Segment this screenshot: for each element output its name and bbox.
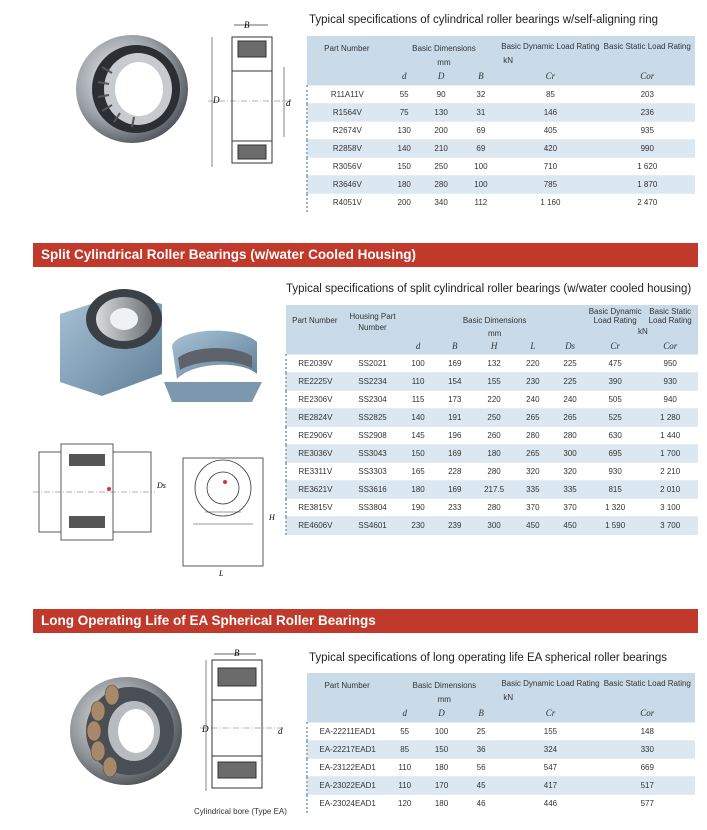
table-row — [286, 355, 698, 373]
part-number-cell: R1564V — [307, 104, 387, 122]
section2-caption: Typical specifications of split cylindrical roller bearings (w/water cooled housing) — [286, 283, 692, 295]
header-unit-mm: mm — [401, 325, 588, 338]
header-cr: Cr — [501, 67, 599, 86]
table-cell: 265 — [513, 445, 552, 463]
table-cell: 710 — [501, 158, 599, 176]
part-number-cell: RE3621V — [286, 481, 344, 499]
table-cell: 31 — [461, 104, 502, 122]
header-part-number: Part Number — [307, 36, 387, 67]
table-cell: 148 — [600, 723, 695, 741]
section3-caption: Typical specifications of long operating life EA spherical roller bearings — [309, 652, 667, 664]
table-cell: 390 — [588, 373, 643, 391]
table-cell: 815 — [588, 481, 643, 499]
table-row — [307, 723, 695, 741]
table-cell: 450 — [552, 517, 588, 535]
table-cell: 69 — [461, 122, 502, 140]
split-bearing-housing-photo — [52, 274, 267, 409]
table-cell: 55 — [387, 86, 422, 104]
dim-label-d: d — [286, 98, 291, 108]
table-cell: 230 — [401, 517, 435, 535]
section1-spec-table — [306, 36, 695, 212]
table-cell: 1 160 — [501, 194, 599, 212]
table-cell: 280 — [475, 463, 514, 481]
header-static-load: Basic Static Load Rating — [600, 673, 695, 690]
table-cell: 1 590 — [588, 517, 643, 535]
table-cell: 280 — [422, 176, 461, 194]
part-number-cell: RE3311V — [286, 463, 344, 481]
table-cell: 191 — [435, 409, 475, 427]
header-B: B — [435, 338, 475, 355]
table-cell: 370 — [513, 499, 552, 517]
part-number-cell: R2674V — [307, 122, 387, 140]
dim-label-D: D — [202, 724, 209, 734]
part-number-cell: R3646V — [307, 176, 387, 194]
table-cell: 446 — [501, 795, 599, 813]
cylindrical-bearing-drawing — [198, 17, 298, 172]
table-cell: SS2825 — [344, 409, 402, 427]
table-cell: 577 — [600, 795, 695, 813]
header-cor: Cor — [600, 67, 695, 86]
table-cell: 85 — [501, 86, 599, 104]
table-cell: 110 — [387, 777, 422, 795]
table-cell: 335 — [552, 481, 588, 499]
split-bearing-section-drawing — [33, 430, 278, 578]
dim-label-H: H — [269, 513, 275, 522]
spherical-roller-bearing-photo — [64, 673, 186, 789]
table-cell: 150 — [387, 158, 422, 176]
table-cell: SS2908 — [344, 427, 402, 445]
header-dynamic-load: Basic Dynamic Load Rating — [501, 36, 599, 53]
table-cell: 112 — [461, 194, 502, 212]
table-cell: 120 — [387, 795, 422, 813]
table-cell: 140 — [401, 409, 435, 427]
table-cell: 250 — [475, 409, 514, 427]
header-d: d — [387, 704, 422, 723]
table-row — [286, 499, 698, 517]
table-cell: SS2021 — [344, 355, 402, 373]
part-number-cell: RE2906V — [286, 427, 344, 445]
table-row — [307, 176, 695, 194]
table-cell: 173 — [435, 391, 475, 409]
table-cell: 169 — [435, 481, 475, 499]
table-row — [307, 194, 695, 212]
table-cell: 146 — [501, 104, 599, 122]
table-cell: 110 — [401, 373, 435, 391]
table-cell: 240 — [552, 391, 588, 409]
header-d: d — [387, 67, 422, 86]
table-cell: 324 — [501, 741, 599, 759]
table-cell: 280 — [475, 499, 514, 517]
table-cell: 547 — [501, 759, 599, 777]
table-cell: 420 — [501, 140, 599, 158]
table-cell: 85 — [387, 741, 422, 759]
section1-caption: Typical specifications of cylindrical roller bearings w/self-aligning ring — [309, 14, 658, 26]
table-cell: 300 — [475, 517, 514, 535]
table-cell: 46 — [461, 795, 501, 813]
table-cell: 280 — [513, 427, 552, 445]
part-number-cell: R2858V — [307, 140, 387, 158]
header-static-load: Basic Static Load Rating — [642, 305, 698, 325]
table-cell: SS3043 — [344, 445, 402, 463]
table-cell: 140 — [387, 140, 422, 158]
header-unit-kn: kN — [501, 690, 695, 704]
table-cell: 154 — [435, 373, 475, 391]
table-cell: 330 — [600, 741, 695, 759]
dim-label-Ds: Ds — [157, 481, 166, 490]
table-cell: 517 — [600, 777, 695, 795]
header-B: B — [461, 67, 502, 86]
table-cell: 100 — [401, 355, 435, 373]
table-cell: 145 — [401, 427, 435, 445]
part-number-cell: RE2039V — [286, 355, 344, 373]
section2-spec-table — [285, 305, 698, 535]
table-cell: 169 — [435, 445, 475, 463]
table-row — [307, 104, 695, 122]
table-cell: 225 — [552, 355, 588, 373]
header-part-number: Part Number — [307, 673, 387, 704]
part-number-cell: EA-23122EAD1 — [307, 759, 387, 777]
table-cell: 180 — [422, 759, 461, 777]
table-cell: 220 — [513, 355, 552, 373]
table-cell: 75 — [387, 104, 422, 122]
table-cell: 220 — [475, 391, 514, 409]
header-unit-kn: kN — [501, 53, 695, 67]
table-cell: 196 — [435, 427, 475, 445]
part-number-cell: RE3815V — [286, 499, 344, 517]
table-cell: 180 — [475, 445, 514, 463]
table-cell: 45 — [461, 777, 501, 795]
table-cell: 190 — [401, 499, 435, 517]
table-cell: 90 — [422, 86, 461, 104]
table-cell: 169 — [435, 355, 475, 373]
part-number-cell: RE3036V — [286, 445, 344, 463]
table-row — [286, 463, 698, 481]
table-cell: 940 — [642, 391, 698, 409]
dim-label-B: B — [244, 20, 250, 30]
table-cell: 150 — [422, 741, 461, 759]
table-row — [307, 777, 695, 795]
part-number-cell: EA-22211EAD1 — [307, 723, 387, 741]
table-cell: 36 — [461, 741, 501, 759]
table-cell: 320 — [513, 463, 552, 481]
section2-banner: Split Cylindrical Roller Bearings (w/water Cooled Housing) — [33, 243, 698, 267]
table-cell: 1 870 — [600, 176, 695, 194]
header-housing-part-number: Housing Part Number — [344, 305, 402, 338]
table-cell: 180 — [387, 176, 422, 194]
table-row — [286, 427, 698, 445]
section3-banner: Long Operating Life of EA Spherical Roller Bearings — [33, 609, 698, 633]
dim-label-B: B — [234, 648, 240, 658]
part-number-cell: R3056V — [307, 158, 387, 176]
table-cell: 203 — [600, 86, 695, 104]
dim-label-L: L — [219, 569, 224, 578]
table-cell: 132 — [475, 355, 514, 373]
table-row — [307, 122, 695, 140]
header-basic-dimensions: Basic Dimensions — [387, 673, 501, 690]
table-row — [307, 741, 695, 759]
table-cell: 217.5 — [475, 481, 514, 499]
part-number-cell: R4051V — [307, 194, 387, 212]
table-cell: SS4601 — [344, 517, 402, 535]
header-d: d — [401, 338, 435, 355]
table-cell: 180 — [422, 795, 461, 813]
table-cell: 1 280 — [642, 409, 698, 427]
table-cell: 130 — [422, 104, 461, 122]
header-B: B — [461, 704, 501, 723]
table-cell: 56 — [461, 759, 501, 777]
table-cell: 239 — [435, 517, 475, 535]
header-unit-mm: mm — [387, 53, 502, 67]
table-cell: 695 — [588, 445, 643, 463]
table-cell: 225 — [552, 373, 588, 391]
table-cell: 300 — [552, 445, 588, 463]
table-cell: 930 — [642, 373, 698, 391]
table-cell: 475 — [588, 355, 643, 373]
table-cell: 100 — [461, 158, 502, 176]
part-number-cell: RE2306V — [286, 391, 344, 409]
table-cell: 785 — [501, 176, 599, 194]
part-number-cell: EA-23022EAD1 — [307, 777, 387, 795]
table-cell: 69 — [461, 140, 502, 158]
header-dynamic-load: Basic Dynamic Load Rating — [501, 673, 599, 690]
header-part-number: Part Number — [286, 305, 344, 338]
table-row — [286, 445, 698, 463]
table-row — [307, 86, 695, 104]
part-number-cell: RE2824V — [286, 409, 344, 427]
header-unit-mm: mm — [387, 690, 501, 704]
header-cr: Cr — [588, 338, 643, 355]
table-cell: 155 — [475, 373, 514, 391]
table-cell: 930 — [588, 463, 643, 481]
table-cell: 130 — [387, 122, 422, 140]
table-cell: 280 — [552, 427, 588, 445]
table-cell: 265 — [513, 409, 552, 427]
part-number-cell: RE4606V — [286, 517, 344, 535]
table-row — [286, 517, 698, 535]
table-cell: 165 — [401, 463, 435, 481]
header-basic-dimensions: Basic Dimensions — [401, 305, 588, 325]
table-cell: 32 — [461, 86, 502, 104]
table-cell: 210 — [422, 140, 461, 158]
table-cell: 1 440 — [642, 427, 698, 445]
table-cell: 340 — [422, 194, 461, 212]
table-cell: SS3303 — [344, 463, 402, 481]
header-basic-dimensions: Basic Dimensions — [387, 36, 502, 53]
table-cell: 505 — [588, 391, 643, 409]
table-cell: 2 010 — [642, 481, 698, 499]
header-D: D — [422, 67, 461, 86]
table-cell: SS3616 — [344, 481, 402, 499]
dim-label-D: D — [213, 95, 220, 105]
table-cell: 236 — [600, 104, 695, 122]
table-cell: 55 — [387, 723, 422, 741]
table-row — [286, 409, 698, 427]
drawing-caption: Cylindrical bore (Type EA) — [194, 807, 287, 816]
table-cell: 25 — [461, 723, 501, 741]
header-L: L — [513, 338, 552, 355]
table-cell: 417 — [501, 777, 599, 795]
part-number-cell: R11A11V — [307, 86, 387, 104]
table-cell: 2 470 — [600, 194, 695, 212]
table-row — [286, 373, 698, 391]
header-cor: Cor — [600, 704, 695, 723]
table-cell: 110 — [387, 759, 422, 777]
table-cell: 450 — [513, 517, 552, 535]
table-cell: 1 620 — [600, 158, 695, 176]
table-cell: 230 — [513, 373, 552, 391]
table-cell: 990 — [600, 140, 695, 158]
table-cell: 669 — [600, 759, 695, 777]
table-cell: 200 — [387, 194, 422, 212]
table-cell: 180 — [401, 481, 435, 499]
cylindrical-roller-bearing-photo — [72, 27, 190, 147]
table-cell: 335 — [513, 481, 552, 499]
table-cell: SS3804 — [344, 499, 402, 517]
table-cell: 240 — [513, 391, 552, 409]
table-cell: 2 210 — [642, 463, 698, 481]
table-cell: 200 — [422, 122, 461, 140]
table-cell: 260 — [475, 427, 514, 445]
section3-spec-table — [306, 673, 695, 813]
table-cell: 1 700 — [642, 445, 698, 463]
table-cell: 100 — [422, 723, 461, 741]
table-cell: 250 — [422, 158, 461, 176]
header-H: H — [475, 338, 514, 355]
table-cell: 115 — [401, 391, 435, 409]
table-cell: SS2234 — [344, 373, 402, 391]
table-cell: 170 — [422, 777, 461, 795]
part-number-cell: RE2225V — [286, 373, 344, 391]
table-cell: 950 — [642, 355, 698, 373]
table-row — [307, 795, 695, 813]
header-dynamic-load: Basic Dynamic Load Rating — [588, 307, 642, 325]
table-cell: 935 — [600, 122, 695, 140]
header-D: D — [422, 704, 461, 723]
table-cell: 320 — [552, 463, 588, 481]
part-number-cell: EA-23024EAD1 — [307, 795, 387, 813]
dim-label-d: d — [278, 726, 283, 736]
header-cr: Cr — [501, 704, 599, 723]
table-row — [286, 391, 698, 409]
table-cell: 3 700 — [642, 517, 698, 535]
table-row — [286, 481, 698, 499]
table-cell: 525 — [588, 409, 643, 427]
part-number-cell: EA-22217EAD1 — [307, 741, 387, 759]
table-row — [307, 158, 695, 176]
table-cell: 265 — [552, 409, 588, 427]
spherical-bearing-drawing — [196, 646, 296, 796]
header-unit-kn: kN — [588, 325, 698, 338]
table-cell: 228 — [435, 463, 475, 481]
table-cell: 370 — [552, 499, 588, 517]
table-cell: 3 100 — [642, 499, 698, 517]
table-row — [307, 759, 695, 777]
table-cell: 630 — [588, 427, 643, 445]
table-cell: 100 — [461, 176, 502, 194]
table-cell: 233 — [435, 499, 475, 517]
header-static-load: Basic Static Load Rating — [600, 36, 695, 53]
header-cor: Cor — [642, 338, 698, 355]
header-Ds: Ds — [552, 338, 588, 355]
table-row — [307, 140, 695, 158]
table-cell: 150 — [401, 445, 435, 463]
table-cell: 155 — [501, 723, 599, 741]
table-cell: SS2304 — [344, 391, 402, 409]
table-cell: 1 320 — [588, 499, 643, 517]
table-cell: 405 — [501, 122, 599, 140]
